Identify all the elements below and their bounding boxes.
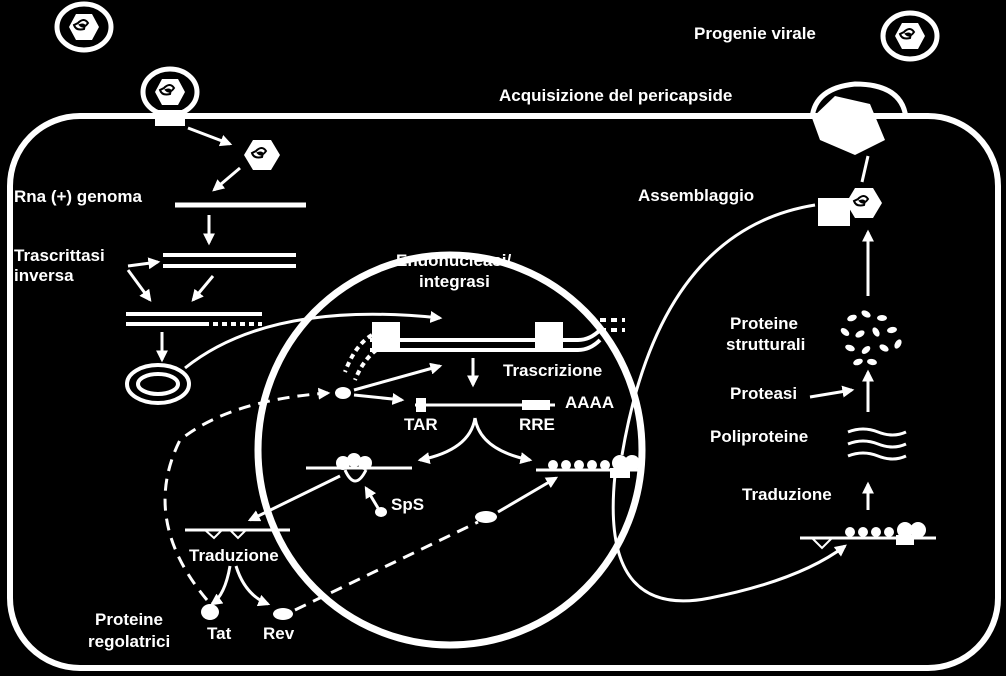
trascrittasi-label-1: Trascrittasi xyxy=(14,246,105,265)
rre-label: RRE xyxy=(519,415,555,434)
structural-proteins xyxy=(839,309,903,367)
assembly-capsid-icon xyxy=(818,188,882,226)
sps-label: SpS xyxy=(391,495,425,514)
virion-icon xyxy=(883,13,937,59)
ribosome-row xyxy=(548,455,640,478)
polyproteins xyxy=(848,429,906,459)
ribosome-row-right xyxy=(845,522,926,545)
ltr-box xyxy=(372,322,400,352)
proteine-regolatrici-label-1: Proteine xyxy=(95,610,164,629)
rna-genoma-label: Rna (+) genoma xyxy=(14,187,142,206)
sps-dot xyxy=(375,507,387,517)
proteine-strutturali-label-2: strutturali xyxy=(726,335,806,354)
endonucleasi-label-1: Endonucleasi/ xyxy=(396,251,512,270)
proteasi-label: Proteasi xyxy=(730,384,798,403)
ltr-box xyxy=(535,322,563,352)
trascrittasi-label-2: inversa xyxy=(14,266,74,285)
assemblaggio-label: Assemblaggio xyxy=(638,186,755,205)
rev-protein xyxy=(273,608,293,620)
traduzione-left-label: Traduzione xyxy=(189,546,279,565)
progenie-virale-label: Progenie virale xyxy=(694,24,816,43)
proteine-strutturali-label-1: Proteine xyxy=(730,314,799,333)
budding-virion-icon xyxy=(812,84,906,155)
tat-label: Tat xyxy=(207,624,232,643)
rev-label: Rev xyxy=(263,624,295,643)
tat-protein xyxy=(201,604,219,620)
proteine-regolatrici-label-2: regolatrici xyxy=(88,632,171,651)
capsid-icon xyxy=(244,140,280,170)
rev-protein-nucleus xyxy=(475,511,497,523)
endonucleasi-label-2: integrasi xyxy=(419,272,490,291)
trascrizione-label: Trascrizione xyxy=(503,361,603,380)
tar-label: TAR xyxy=(404,415,438,434)
poliproteine-label: Poliproteine xyxy=(710,427,809,446)
tat-protein-nucleus xyxy=(335,387,351,399)
acquisizione-label: Acquisizione del pericapside xyxy=(499,86,733,105)
virion-icon xyxy=(57,4,111,50)
traduzione-right-label: Traduzione xyxy=(742,485,832,504)
aaaa-label: AAAA xyxy=(565,393,615,412)
ribosome-cluster xyxy=(336,453,372,481)
